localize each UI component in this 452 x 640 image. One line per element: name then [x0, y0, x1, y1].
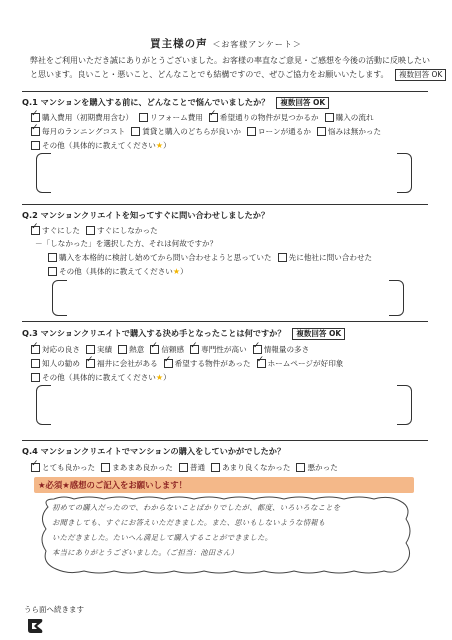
checkbox-checked[interactable]	[257, 359, 266, 368]
option-label: 熱意	[129, 345, 145, 354]
option-label: 情報量の多さ	[263, 345, 310, 354]
checkbox[interactable]	[296, 463, 305, 472]
q3-question	[22, 328, 345, 340]
option-label: とても良かった	[42, 463, 96, 472]
option-label: 専門性が高い	[201, 345, 247, 354]
option-label: 先に他社に問い合わせた	[288, 253, 373, 262]
multi-answer-badge-intro: 複数回答 OK	[395, 69, 446, 81]
q2-follow-up	[35, 238, 217, 249]
q1-option[interactable]	[317, 126, 381, 137]
q3-option[interactable]	[150, 344, 184, 355]
q3-option[interactable]	[164, 358, 251, 369]
checkbox[interactable]	[31, 373, 40, 382]
checkbox[interactable]	[48, 267, 57, 276]
option-label: まあまあ良かった	[112, 463, 173, 472]
divider	[22, 440, 428, 441]
multi-answer-badge: 複数回答 OK	[292, 328, 345, 340]
continue-note: うら面へ続きます	[24, 605, 84, 614]
q2-option[interactable]	[86, 225, 158, 236]
q4-option[interactable]	[179, 462, 205, 473]
checkbox[interactable]	[247, 127, 256, 136]
intro-line-2	[30, 68, 443, 82]
option-label: 知人の勧め	[42, 359, 80, 368]
q3-option[interactable]	[31, 358, 80, 369]
checkbox[interactable]	[118, 345, 127, 354]
checkbox-checked[interactable]	[31, 226, 40, 235]
option-label: 購入費用（初期費用含む）	[42, 113, 134, 122]
title-subtitle: ＜お客様アンケート＞	[212, 40, 302, 49]
checkbox-checked[interactable]	[150, 345, 159, 354]
checkbox-checked[interactable]	[190, 345, 199, 354]
q2-reason[interactable]	[278, 252, 373, 263]
checkbox-checked[interactable]	[164, 359, 173, 368]
checkbox[interactable]	[211, 463, 220, 472]
q2-question	[22, 210, 269, 221]
checkbox-checked[interactable]	[209, 113, 218, 122]
company-logo-icon	[25, 616, 45, 636]
q4-answers	[31, 462, 344, 473]
q2-follow-up-text: －「しなかった」を選択した方、それは何故ですか？	[35, 239, 218, 248]
checkbox[interactable]	[48, 253, 57, 262]
option-label: 毎月のランニングコスト	[42, 127, 126, 136]
checkbox[interactable]	[179, 463, 188, 472]
option-label: あまり良くなかった	[222, 463, 291, 472]
option-label: 悪かった	[307, 463, 338, 472]
q1-option[interactable]	[31, 126, 125, 137]
title-main: 買主様の声	[150, 38, 208, 50]
divider	[22, 321, 428, 322]
option-label: 購入を本格的に検討し始めてから問い合わせようと思っていた	[59, 253, 272, 262]
q3-option[interactable]	[31, 344, 80, 355]
q1-question	[22, 97, 329, 109]
q1-row-3	[31, 140, 177, 151]
intro-line-1: 弊社をご利用いただき誠にありがとうございました。お客様の率直なご意見・ご感想を今後の活動に反映したい	[30, 56, 430, 65]
q1-row-1	[31, 112, 380, 123]
handwritten-line-4: 本当にありがとうございました。（ご担当：池田さん）	[52, 548, 239, 557]
q1-question-text: Q.1 マンションを購入する前に、どんなことで悩んでいましたか？	[22, 97, 270, 107]
q3-free-text-box[interactable]	[36, 385, 412, 425]
option-label: 希望通りの物件が見つかるか	[219, 113, 319, 122]
option-label: リフォーム費用	[150, 113, 203, 122]
checkbox-checked[interactable]	[31, 113, 40, 122]
comment-heading: ★必須★感想のご記入をお願いします！	[38, 480, 188, 490]
option-label: 悩みは無かった	[327, 127, 382, 136]
star-icon: ★	[155, 141, 164, 150]
option-label: ローンが通るか	[257, 127, 311, 136]
q2-reason[interactable]	[48, 252, 272, 263]
q2-question-text: Q.2 マンションクリエイトを知ってすぐに問い合わせしましたか？	[22, 210, 270, 220]
divider	[22, 91, 428, 92]
intro-text	[30, 54, 443, 82]
q1-row-2	[31, 126, 387, 137]
checkbox[interactable]	[139, 113, 148, 122]
option-label: 普通	[189, 463, 206, 472]
q2-free-text-box[interactable]	[52, 280, 404, 316]
q3-row-3	[31, 372, 177, 383]
option-label: 希望する物件があった	[174, 359, 251, 368]
option-label: その他（具体的に教えてください	[42, 141, 156, 150]
q3-option[interactable]	[86, 344, 112, 355]
q2-answers	[31, 225, 164, 236]
option-label: 福井に会社がある	[96, 359, 158, 368]
checkbox[interactable]	[86, 226, 95, 235]
q2-option[interactable]	[31, 225, 80, 236]
q3-option[interactable]	[118, 344, 144, 355]
page-title	[0, 36, 452, 51]
q3-option-other[interactable]: その他（具体的に教えてください ★ ）	[31, 372, 171, 383]
checkbox-checked[interactable]	[31, 463, 40, 472]
q3-option[interactable]	[257, 358, 344, 369]
option-label: すぐにしなかった	[96, 226, 158, 235]
handwritten-line-3: いただきました。たいへん満足して購入することができました。	[52, 533, 273, 542]
checkbox[interactable]	[31, 141, 40, 150]
q3-option[interactable]	[253, 344, 310, 355]
divider	[22, 204, 428, 205]
q3-option[interactable]	[86, 358, 158, 369]
option-label: 対応の良さ	[42, 345, 80, 354]
option-label: その他（具体的に教えてください	[42, 373, 156, 382]
checkbox[interactable]	[101, 463, 110, 472]
checkbox-checked[interactable]	[86, 359, 95, 368]
option-label: 購入の流れ	[335, 113, 374, 122]
checkbox-checked[interactable]	[31, 345, 40, 354]
q3-option[interactable]	[190, 344, 247, 355]
star-icon: ★	[155, 373, 164, 382]
option-label: 実績	[96, 345, 113, 354]
checkbox[interactable]	[278, 253, 287, 262]
q1-option[interactable]	[247, 126, 311, 137]
q1-option[interactable]	[325, 112, 374, 123]
q4-option[interactable]	[101, 462, 173, 473]
q1-option[interactable]	[31, 112, 133, 123]
checkbox-checked[interactable]	[253, 345, 262, 354]
star-icon: ★	[172, 267, 181, 276]
checkbox[interactable]	[31, 359, 40, 368]
checkbox[interactable]	[131, 127, 140, 136]
q1-option[interactable]	[131, 126, 241, 137]
checkbox-checked[interactable]	[31, 127, 40, 136]
q3-question-text: Q.3 マンションクリエイトで購入する決め手となったことは何ですか？	[22, 328, 286, 338]
option-label: その他（具体的に教えてください	[59, 267, 173, 276]
checkbox[interactable]	[325, 113, 334, 122]
intro-line-2-text: と思います。良いこと・悪いこと、どんなことでも結構ですので、ぜひご協力をお願いいたします。	[30, 70, 389, 79]
q3-row-1	[31, 344, 315, 355]
q1-option-other[interactable]: その他（具体的に教えてください ★ ）	[31, 140, 171, 151]
option-label: すぐにした	[42, 226, 80, 235]
q1-option[interactable]	[209, 112, 319, 123]
multi-answer-badge: 複数回答 OK	[276, 97, 329, 109]
q4-option[interactable]	[31, 462, 95, 473]
checkbox[interactable]	[86, 345, 95, 354]
option-label: ホームページが好印象	[267, 359, 344, 368]
option-label: 信頼感	[161, 345, 185, 354]
q4-option[interactable]	[211, 462, 290, 473]
handwritten-line-1: 初めての購入だったので、わからないことばかりでしたが、都度、いろいろなことを	[52, 503, 341, 512]
handwritten-line-2: お聞きしても、すぐにお答えいただきました。また、思いもしないような情報も	[52, 518, 326, 527]
q1-option[interactable]	[139, 112, 203, 123]
q2-reasons-row-1	[48, 252, 378, 263]
q2-reasons-row-2	[48, 266, 194, 277]
q2-reason-other[interactable]: その他（具体的に教えてください ★ ）	[48, 266, 188, 277]
q3-row-2	[31, 358, 349, 369]
checkbox[interactable]	[317, 127, 326, 136]
q4-question	[22, 446, 285, 457]
q4-option[interactable]	[296, 462, 337, 473]
q1-free-text-box[interactable]	[36, 153, 412, 193]
q4-question-text: Q.4 マンションクリエイトでマンションの購入をしていかがでしたか？	[22, 446, 286, 456]
option-label: 賃貸と購入のどちらが良いか	[142, 127, 241, 136]
